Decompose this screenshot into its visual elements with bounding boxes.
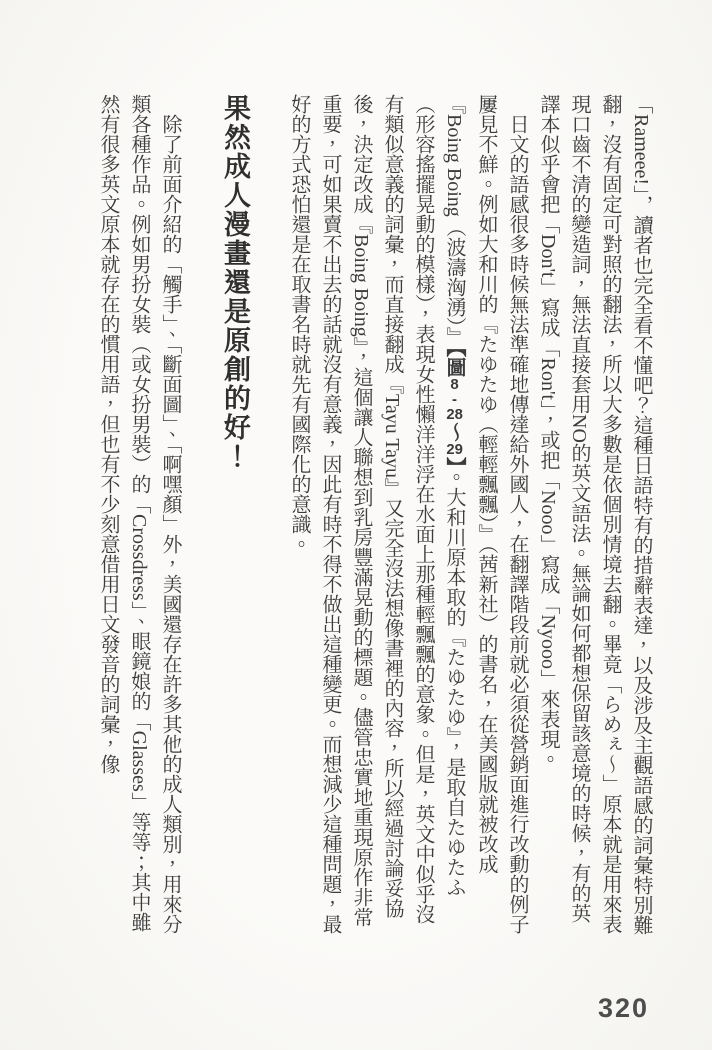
page-number: 320 — [598, 993, 650, 1023]
paragraph-title-localization: 日文的語感很多時候無法準確地傳達給外國人，在翻譯階段前就必須從營銷面進行改動的例子屢見不鮮。例如大和川的『たゆたゆ（輕輕飄飄）』（茜新社）的書名，在美國版就被改成『Boing Boing（波濤洶湧）』【圖8-28～29】。大和川原本取的『たゆたゆ』，是取自たゆたふ（形容搖擺晃動的模樣），表現女性懶洋洋浮在水面上那種輕飄飄的意象。但是，英文中似乎沒有類似意義的詞彙，而直接翻成『Tayu Tayu』又完全沒法想像書裡的內容，所以經過討論妥協後，決定改成『Boing Boing』，這個讓人聯想到乳房豐滿晃動的標題。儘管忠實地重現原作非常重要，可如果賣不出去的話就沒有意義，因此有時不得不做出這種變更。而想減少這種問題，最好的方式恐怕還是在取書名時就先有國際化的意識。 — [288, 94, 528, 934]
paragraph-translation-difficulty: 「Rameee!」，讀者也完全看不懂吧？這種日語特有的措辭表達，以及涉及主觀語感的詞彙特別難翻，沒有固定可對照的翻法，所以大多數是依個別情境去翻。畢竟「らめぇ～」原本就是用來表現口齒不清的變造詞，無法直接套用NO的英文語法。無論如何都想保留該意境的時候，有的英譯本似乎會把「Don't」寫成「Ron't」，或把「Nooo」寫成「Nyooo」來表現。 — [537, 94, 652, 936]
paragraph-adult-genres: 除了前面介紹的「觸手」、「斷面圖」、「啊嘿顏」外，美國還存在許多其他的成人類別，用來分類各種作品。例如男扮女裝（或女扮男裝）的「Crossdress」、眼鏡娘的「Glasses」等等；其中雖然有很多英文原本就存在的慣用語，但也有不少刻意借用日文發音的詞彙，像 — [97, 94, 181, 934]
section-heading: 果然成人漫畫還是原創的好！ — [220, 94, 250, 471]
vertical-text-block — [92, 94, 656, 936]
